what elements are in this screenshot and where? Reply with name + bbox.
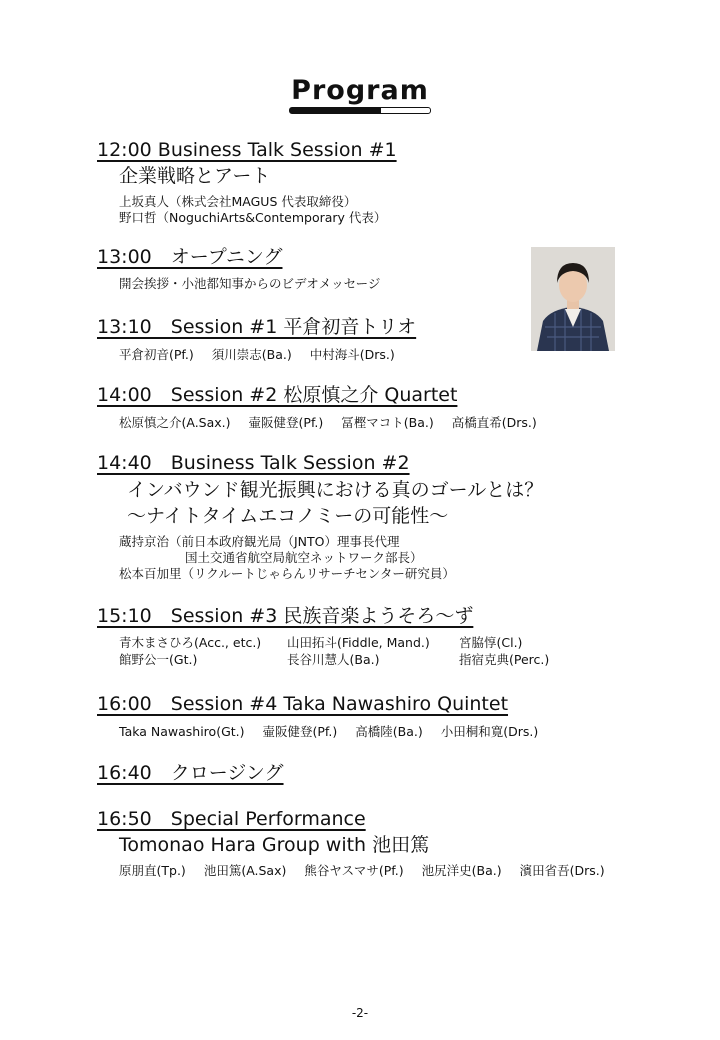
session-business-talk-2 — [97, 452, 543, 582]
member-list — [97, 346, 416, 363]
session-3 — [97, 605, 567, 668]
title-wrap — [0, 76, 720, 109]
page-title-text: Program — [291, 75, 429, 106]
member: 小田桐和寛(Drs.) — [440, 724, 539, 739]
member: 熊谷ヤスマサ(Pf.) — [304, 863, 404, 878]
member: 松原慎之介(A.Sax.) — [119, 415, 231, 430]
member: 長谷川慧人(Ba.) — [287, 652, 380, 667]
governor-photo — [531, 247, 615, 351]
session-heading: 15:10 Session #3 民族音楽ようそろ～ず — [97, 605, 474, 627]
member: 平倉初音(Pf.) — [119, 347, 194, 362]
member-list — [97, 862, 623, 879]
member: 冨樫マコト(Ba.) — [341, 415, 434, 430]
member: 高橋陸(Ba.) — [355, 724, 423, 739]
member: 須川崇志(Ba.) — [211, 347, 292, 362]
title-underline-bar — [289, 107, 431, 114]
session-heading: 13:00 オープニング — [97, 246, 283, 268]
speaker: 野口哲（NoguchiArts&Contemporary 代表） — [119, 210, 387, 225]
member: 原朋直(Tp.) — [119, 863, 186, 878]
speaker-affiliation: 国土交通省航空局航空ネットワーク部長） — [185, 550, 423, 565]
session-1 — [97, 316, 416, 363]
member: 高橋直希(Drs.) — [451, 415, 537, 430]
session-opening — [97, 246, 380, 292]
member: 濱田省吾(Drs.) — [519, 863, 605, 878]
member: 池田篤(A.Sax) — [203, 863, 287, 878]
person-portrait-image — [531, 247, 615, 351]
member: 館野公一(Gt.) — [119, 652, 198, 667]
session-heading: 16:50 Special Performance — [97, 808, 366, 830]
session-theme: インバウンド観光振興における真のゴールとは？ — [127, 479, 544, 501]
session-theme: 企業戦略とアート — [119, 165, 271, 187]
session-closing — [97, 762, 284, 784]
member: 宮脇惇(Cl.) — [459, 635, 523, 650]
session-special-performance — [97, 808, 623, 879]
session-heading: 16:40 クロージング — [97, 762, 284, 784]
member: 壷阪健登(Pf.) — [262, 724, 338, 739]
session-2 — [97, 384, 555, 431]
session-theme-sub: ～ナイトタイムエコノミーの可能性～ — [127, 505, 449, 527]
speaker: 松本百加里（リクルートじゃらんリサーチセンター研究員） — [119, 566, 455, 581]
member: 池尻洋史(Ba.) — [421, 863, 502, 878]
member-list — [97, 651, 567, 668]
session-heading: 14:00 Session #2 松原慎之介 Quartet — [97, 384, 458, 406]
member-list — [97, 414, 555, 431]
group-name: Tomonao Hara Group with 池田篤 — [119, 834, 430, 856]
member: 壷阪健登(Pf.) — [248, 415, 324, 430]
member: 指宿克典(Perc.) — [459, 652, 550, 667]
session-heading: 12:00 Business Talk Session #1 — [97, 139, 397, 161]
session-heading: 13:10 Session #1 平倉初音トリオ — [97, 316, 417, 338]
session-heading: 14:40 Business Talk Session #2 — [97, 452, 410, 474]
session-heading: 16:00 Session #4 Taka Nawashiro Quintet — [97, 693, 509, 715]
member: 青木まさひろ(Acc., etc.) — [119, 635, 262, 650]
member: 山田拓斗(Fiddle, Mand.) — [287, 635, 430, 650]
speaker: 蔵持京治（前日本政府観光局（JNTO）理事長代理 — [119, 534, 400, 549]
session-business-talk-1 — [97, 139, 397, 226]
member-list — [97, 634, 567, 651]
member-list — [97, 723, 556, 740]
speaker: 上坂真人（株式会社MAGUS 代表取締役） — [119, 194, 357, 209]
member: Taka Nawashiro(Gt.) — [119, 724, 245, 739]
session-4 — [97, 693, 556, 740]
page-title — [289, 76, 431, 109]
session-detail: 開会挨拶・小池都知事からのビデオメッセージ — [119, 276, 381, 291]
member: 中村海斗(Drs.) — [309, 347, 395, 362]
page-number: -2- — [351, 1006, 369, 1020]
